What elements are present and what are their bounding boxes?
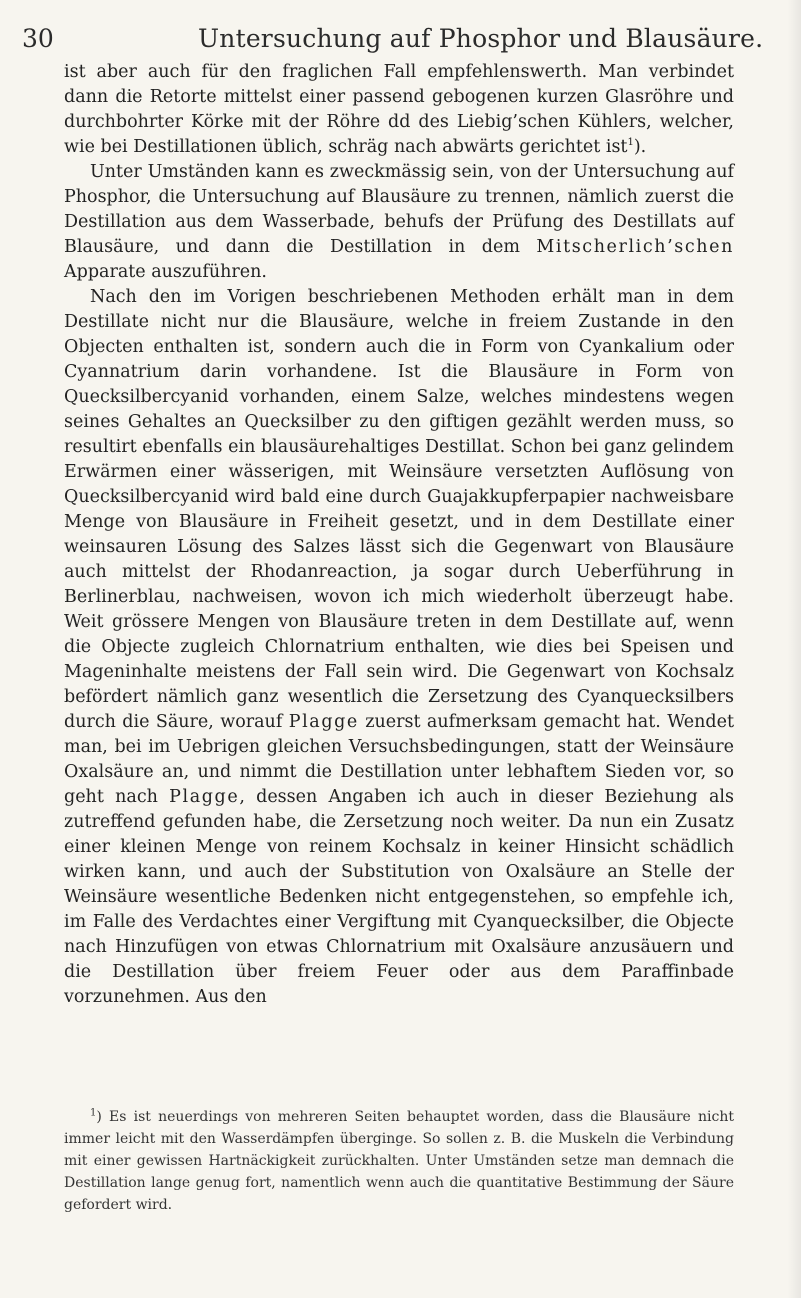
paragraph-3-text-c: , dessen Angaben ich auch in dieser Beziehung als zutreffend gefunden habe, die Zersetzung noch weiter. Da nun ein Zusatz einer kleinen Menge von reinem Kochsalz in keiner Hinsicht schädlich wirken kann, und auch der Substitution von Oxalsäure an Stelle der Weinsäure wesentliche Bedenken nicht entgegenstehen, so empfehle ich, im Falle des Verdachtes einer Vergiftung mit Cyanquecksilber, die Objecte nach Hinzufügen von etwas Chlornatrium mit Oxalsäure anzusäuern und die Destillation über freiem Feuer oder aus dem Paraffinbade vorzunehmen. Aus den	[64, 787, 734, 1007]
paragraph-1-end: ).	[633, 137, 647, 157]
footnote-marker: 1	[90, 1107, 97, 1119]
paragraph-1	[64, 60, 734, 160]
paragraph-2	[64, 160, 734, 285]
paragraph-2-text-b: Apparate auszuführen.	[64, 262, 267, 282]
paragraph-3-text-a: Nach den im Vorigen beschriebenen Methoden erhält man in dem Destillate nicht nur die Blausäure, welche in freiem Zustande in den Objecten enthalten ist, sondern auch die in Form von Cyankalium oder Cyannatrium darin vorhandene. Ist die Blausäure in Form von Quecksilbercyanid vorhanden, einem Salze, welches mindestens wegen seines Gehaltes an Quecksilber zu den giftigen gezählt werden muss, so resultirt ebenfalls ein blausäurehaltiges Destillat. Schon bei ganz gelindem Erwärmen einer wässerigen, mit Weinsäure versetzten Auflösung von Quecksilbercyanid wird bald eine durch Guajakkupferpapier nachweisbare Menge von Blausäure in Freiheit gesetzt, und in dem Destillate einer weinsauren Lösung des Salzes lässt sich die Gegenwart von Blausäure auch mittelst der Rhodanreaction, ja sogar durch Ueberführung in Berlinerblau, nachweisen, wovon ich mich wiederholt überzeugt habe. Weit grössere Mengen von Blausäure treten in dem Destillate auf, wenn die Objecte zugleich Chlornatrium enthalten, wie dies bei Speisen und Mageninhalte meistens der Fall sein wird. Die Gegenwart von Kochsalz befördert nämlich ganz wesentlich die Zersetzung des Cyanquecksilbers durch die Säure, worauf	[64, 287, 734, 732]
author-name-plagge: Plagge	[288, 712, 359, 732]
paragraph-3	[64, 285, 734, 1010]
running-title: Untersuchung auf Phosphor und Blausäure.	[198, 24, 764, 53]
paragraph-3-text-b: zuerst aufmerksam gemacht hat. Wendet man, bei im Uebrigen gleichen Versuchsbedingungen, statt der Weinsäure Oxalsäure an, und nimmt die Destillation unter lebhaftem Sieden vor, so geht nach	[64, 712, 735, 807]
page-header	[22, 24, 782, 54]
page-edge-shadow	[787, 0, 801, 1298]
footnote-text: ) Es ist neuerdings von mehreren Seiten behauptet worden, dass die Blausäure nicht immer leicht mit den Wasserdämpfen überginge. So sollen z. B. die Muskeln die Verbindung mit einer gewissen Hartnäckigkeit zurückhalten. Unter Umständen setze man demnach die Destillation lange genug fort, namentlich wenn auch die quantitative Bestimmung der Säure gefordert wird.	[64, 1109, 734, 1213]
page-number: 30	[22, 24, 54, 53]
author-name-mitscherlich: Mitscherlich’schen	[536, 237, 734, 257]
paragraph-1-text: ist aber auch für den fraglichen Fall empfehlenswerth. Man verbindet dann die Retorte mittelst einer passend gebogenen kurzen Glasröhre und durchbohrter Körke mit der Röhre dd des Liebig’schen Kühlers, welcher, wie bei Destillationen üblich, schräg nach abwärts gerichtet ist	[64, 62, 734, 157]
body-text	[64, 60, 734, 1010]
footnote-reference: 1	[627, 137, 634, 149]
footnote	[64, 1106, 734, 1216]
author-name-plagge-2: Plagge	[169, 787, 240, 807]
paragraph-2-text-a: Unter Umständen kann es zweckmässig sein, von der Untersuchung auf Phosphor, die Untersuchung auf Blausäure zu trennen, nämlich zuerst die Destillation aus dem Wasserbade, behufs der Prüfung des Destillats auf Blausäure, und dann die Destillation in dem	[64, 162, 734, 257]
